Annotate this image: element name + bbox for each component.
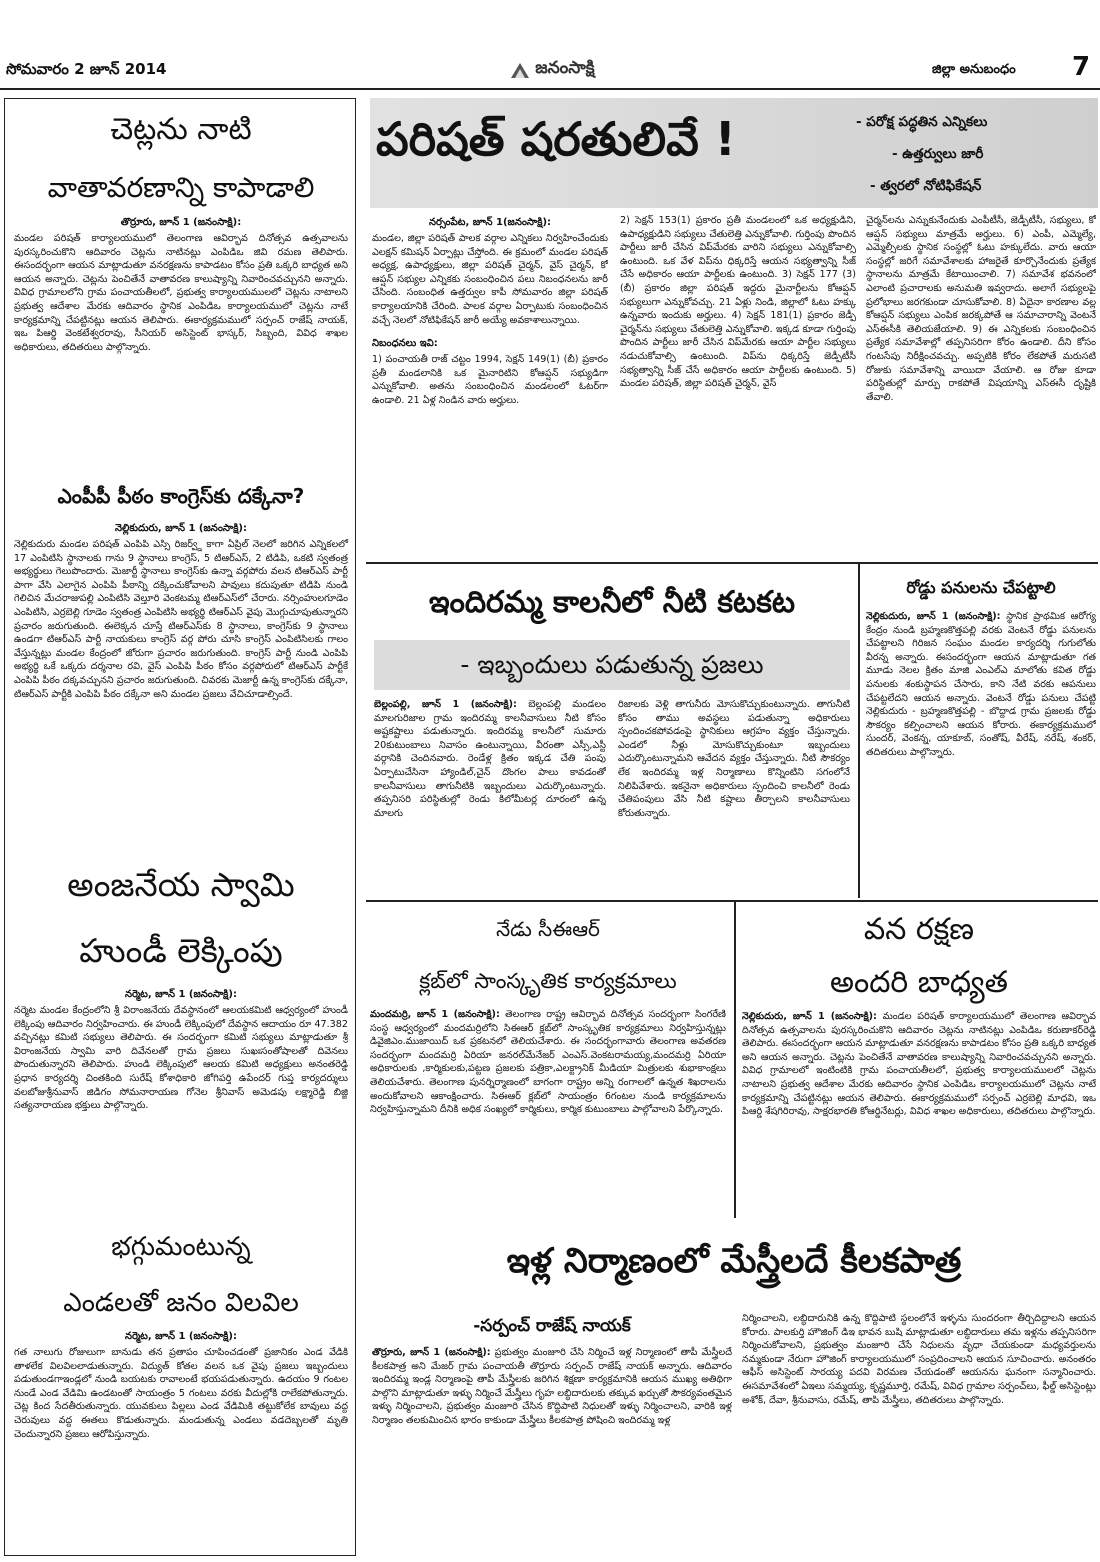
article-trees-body: మండల పరిషత్ కార్యాలయములో తెలంగాణ ఆవిర్భావ దినోత్సవ ఉత్సవాలను పురస్కరించుకొని ఆదివారం చెట్లను నాటినట్లు ఎంపిడిఒ జివి రమణ తెలిపారు. ఈసందర్భంగా ఆయన మాట్లాడుతూ వనరక్షణను కాపాడటం కోసం ప్రతి ఒక్కరి బాధ్యత అని ఆయన అన్నారు. చెట్లను పెంచితేనే వాతావరణ కాలుష్యాన్ని నివారించవచ్చునని అన్నారు. వివిధ గ్రామాలలోని గ్రామ పంచాయతీలలో, ప్రభుత్వ కార్యాలయములలో చెట్లను నాటాలని ప్రభుత్వ ఆదేశాల మేరకు ఆదివారం స్థానిక ఎంపిడిఒ కార్యాలయములో చెట్లను నాటే కార్యక్రమాన్ని చేపట్టినట్లు ఆయన తెలిపారు. ఈకార్యక్రమములో సర్పంచ్ రాజేష్ నాయక్, ఇఒ పిఆర్డి వెంకటేశ్వరరావు, సీనియర్ అసిస్టెంట్ భాస్కర్, సిబ్బంది, వివిధ శాఖల అధికారులు, తదితరులు పాల్గొన్నారు. xyxy=(14,233,348,353)
indiramma-col-1-text: బెల్లంపల్లి మండలం మాలగురిజాల గ్రామ ఇందిరమ్మ కాలనీవాసులు నీటి కోసం అష్టకష్టాలు పడుతున్నారు. ఇందిరమ్మ కాలనీలో సుమారు 20కుటుంబాలు నివాసం ఉంటున్నాయి, వీరంతా ఎస్సీ,ఎస్టీ వర్గానికి చెందినవారు. రెండేళ్ల క్రితం ఇక్కడ చేతి పంపు ఏర్పాటుచేసినా హ్యాండిల్,చైన్ దొంగల పాలు కావడంతో కాలనీవాసులు తాగునీటికి ఇబ్బందులు ఎదుర్కొంటున్నారు. తప్పనిసరి పరిస్థితుల్లో రెండు కిలోమీటర్ల దూరంలో ఉన్న మాలగు xyxy=(374,699,606,819)
article-heat-title-2: ఎండలతో జనం విలవిల xyxy=(63,1288,299,1318)
header-date: సోమవారం 2 జూన్ 2014 xyxy=(6,60,167,78)
parishat-banner xyxy=(370,98,1098,208)
forest-headline-1: వన రక్షణ xyxy=(863,912,975,947)
page-number: 7 xyxy=(1072,52,1091,82)
forest-dateline: నెల్లికుదురు, జూన్ 1 (జనంసాక్షి): xyxy=(742,1011,877,1022)
parishat-bullet: - ఉత్తర్వులు జారీ xyxy=(892,146,984,162)
parishat-bullet: - పరోక్ష పద్ధతిన ఎన్నికలు xyxy=(856,114,988,130)
houses-article xyxy=(370,1222,1098,1558)
indiramma-subhead: - ఇబ్బందులు పడుతున్న ప్రజలు xyxy=(374,640,850,690)
article-heat-body: గత నాలుగు రోజులుగా బానుడు తన ప్రతాపం చూపించడంతో ప్రజానికం ఎండ వేడికి తాళలేక విలవిలలాడుతున్నారు. విద్యుత్ కోతల వలన ఒక వైపు ప్రజలు ఇబ్బందులు పడుతుండగాఇండ్లలో నుండి బయటకు రావాలంటే భయపడుతున్నారు. ఉదయం 9 గంటల నుండే ఎండ వేడిమి ఉండటంతో సాయంత్రం 5 గంటలు వరకు వీదుల్లోకి రాలేకపోతున్నారు. చెట్ల కింద సేదతీరుతున్నారు. యువకులు పిల్లలు ఎండ వేడిమికి తట్టుకోలేక బావులు వద్ద చెరువులు వద్ద ఈతలు కొడుతున్నారు. మండుతున్న ఎండలు వడదెబ్బలతో మృతి చెందున్నారని ప్రజలు ఆరోపిస్తున్నారు. xyxy=(14,1347,348,1440)
indiramma-col-1 xyxy=(374,698,606,894)
houses-col-1-text: ప్రభుత్వం మంజూరి చేసి నిర్మించే ఇళ్ల నిర్మాణంలో తాపీ మేస్త్రీలదే కీలకపాత్ర అని మేజర్ గ్రామ పంచాయతీ తొర్రూరు సర్పంచ్ రాజేష్ నాయక్ అన్నారు. ఆదివారం ఇందిరమ్మ ఇండ్ల నిర్మాణంపై తాపీ మేస్త్రీలకు జరిగిన శిక్షణా కార్యక్రమానికి ఆయన ముఖ్య అతిథిగా పాల్గొని మాట్లాడుతూ ఇళ్ళు నిర్మించే మేస్త్రీలు గృహ లబ్ధిదారులకు తక్కువ ఖర్చుతో సౌకర్యవంతమైన ఇళ్ళు నిర్మించాలని, ప్రభుత్వం మంజూరి చేసిన కొద్దిపాటి నిధులతో ఇళ్ళు నిర్మించాలని, వారికి ఇళ్ల నిర్మాణం తలకుమించిన భారం కాకుండా మేస్త్రీలు కీలకపాత్ర పోషించి ఇందిరమ్మ ఇళ్ల xyxy=(372,1347,732,1427)
article-hundi-title-1: అంజనేయ స్వామి xyxy=(67,865,295,904)
parishat-rules-heading: నిబంధనలు ఇవి: xyxy=(372,338,438,350)
parishat-col-2: 2) సెక్షన్ 153(1) ప్రకారం ప్రతీ మండలంలో ఒక అధ్యక్షుడిని, ఉపాధ్యక్షుడిని సభ్యులు చేతులెత్తి ఎన్నుకోవాలి. గుర్తింపు పొందిన పార్టీలు జారీ చేసిన విప్‌మేరకు వారిని సభ్యులు ఎన్నుకోవాల్సి ఉంటుంది. ఒక వేళ విప్‌ను ధిక్కరిస్తే ఆయన సభ్యత్వాన్ని సీజ్ చేసే అధికారం ఆయా పార్టీలకు ఉంటుంది. 3) సెక్షన్ 177 (3) (బీ) ప్రకారం జిల్లా పరిషత్ ఇద్దరు మైనార్టీలను కోఆప్షన్ సభ్యులుగా ఎన్నుకోవచ్చు. 21 ఏళ్లు నిండి, జిల్లాలో ఓటు హక్కు ఉన్నవారు ఇందుకు అర్హులు. 4) సెక్షన్ 181(1) ప్రకారం జెడ్పీ చైర్మన్‌ను సభ్యులు చేతులెత్తి ఎన్నుకోవాలి. ఇక్కడ కూడా గుర్తింపు పొందిన పార్టీలు జారీ చేసిన విప్‌మేరకు ఆయా పార్టీల సభ్యులు నడుచుకోవాల్సి ఉంటుంది. విప్‌ను ధిక్కరిస్తే జెడ్పీటీసీ సభ్యత్వాన్ని సీజ్ చేసే అధికారం ఆయా పార్టీలకు ఉంటుంది. 5) మండల పరిషత్, జిల్లా పరిషత్ చైర్మన్, వైస్ xyxy=(620,215,856,390)
article-trees-dateline: తొర్రూరు, జూన్ 1 (జనంసాక్షి): xyxy=(120,217,242,228)
logo-text: జనంసాక్షి xyxy=(535,58,595,78)
article-heat-title-1: భగ్గుమంటున్న xyxy=(111,1232,251,1262)
indiramma-dateline: బెల్లంపల్లి, జూన్ 1 (జనంసాక్షి): xyxy=(374,699,517,710)
parishat-headline: పరిషత్ షరతులివే ! xyxy=(376,112,736,166)
article-heat-dateline: నర్మెట, జూన్ 1 (జనంసాక్షి): xyxy=(125,1331,237,1342)
parishat-bullet: - త్వరలో నోటిఫికేషన్ xyxy=(870,178,982,194)
club-headline-2: క్లబ్‌లో సాంస్కృతిక కార్యక్రమాలు xyxy=(419,969,677,993)
article-trees xyxy=(14,104,348,354)
article-mpp-title: ఎంపీపీ పీఠం కాంగ్రెస్‌కు దక్కేనా? xyxy=(57,484,305,508)
forest-body: మండల పరిషత్ కార్యాలయములో తెలంగాణ ఆవిర్భావ దినోత్సవ ఉత్సవాలను పురస్కరించుకొని ఆదివారం చెట్లను నాటినట్లు ఎంపిడిఒ కరుణాకర్‌రెడ్డి తెలిపారు. ఈసందర్భంగా ఆయన మాట్లాడుతూ వనరక్షణను కాపాడటం కోసం ప్రతి ఒక్కరి బాధ్యత అని ఆయన అన్నారు. చెట్లను పెంచితేనే వాతావరణ కాలుష్యాన్ని నివారించవచ్చునని అన్నారు. వివిధ గ్రామాలలో ఇంటింటికి గ్రామ పంచాయతీలలో, ప్రభుత్వ కార్యాలయములలో చెట్లను నాటాలని ప్రభుత్వ ఆదేశాల మేరకు ఆదివారం స్థానిక ఎంపిడిఒ కార్యాలయములో చెట్లను నాటే కార్యక్రమాన్ని చేపట్టినట్లు ఆయన తెలిపారు. ఈకార్యక్రమములో సర్పంచ్ ఎర్రబెల్లి మాధవి, ఇఒ పిఆర్డి శేషగిరిరావు, సాక్షరభారతి కోఆర్డినేటర్లు, వివిధ శాఖల అధికారులు, తదితరులు పాల్గొన్నారు. xyxy=(742,1011,1096,1118)
houses-dateline: తొర్రూరు, జూన్ 1 (జనంసాక్షి): xyxy=(372,1347,491,1358)
rule-under-parishat xyxy=(366,562,1098,564)
header-rule xyxy=(0,88,1100,90)
indiramma-article xyxy=(370,566,854,898)
article-hundi-dateline: నర్మెట, జూన్ 1 (జనంసాక్షి): xyxy=(125,989,237,1000)
article-mpp-dateline: నెల్లికుదురు, జూన్ 1 (జనంసాక్షి): xyxy=(114,523,247,534)
page-header xyxy=(0,0,1100,90)
forest-article xyxy=(742,904,1096,1220)
houses-col-2: నిర్మించాలని, లబ్ధిదారునికి ఉన్న కొద్దిపాటి స్థలంలోనే ఇళ్ళను సుందరంగా తీర్చిదిద్దాలని ఆయన కోరారు. పాలకుర్తి హౌజింగ్ డిఇ భావన బుషి మాట్లాడుతూ లబ్ధిదారులు తమ ఇళ్లను తప్పనిసరిగా నిర్మించుకోవాలని, ప్రభుత్వం మంజూరి చేసే నిధులను వృధా చేయకుండా మధ్యవర్తులను నమ్మకుండా నేరుగా హౌజింగ్ కార్యాలయములో సంప్రదించాలని ఆయన సూచించారు. అనంతరం ఆఫీస్ అసిస్టెంట్ సారయ్య పదవి విరమణ చేయడంతో ఆయనను ఘనంగా సన్మానించారు. ఈసమావేశంలో ఏఇలు సమ్మయ్య, కృష్ణమూర్తి, రమేష్, వివిధ గ్రామాల సర్పంచ్‌లు, ఫీల్డ్ అసిస్టెంట్లు అశోక్, దేవా, శ్రీనువాసు, రమేష్, తాపి మేస్త్రీలు, తదితరులు పాల్గొన్నారు. xyxy=(742,1313,1096,1406)
forest-headline-2: అందరి బాధ్యత xyxy=(830,965,1008,1000)
roads-dateline: నెల్లికుదురు, జూన్ 1 (జనంసాక్షి): xyxy=(866,611,1001,622)
parishat-col-1b-text: 1) పంచాయతీ రాజ్ చట్టం 1994, సెక్షన్ 149(1) (బీ) ప్రకారం ప్రతీ మండలానికి ఒక మైనారిటిని కోఆప్షన్ సభ్యుడిగా ఎన్నుకోవాలి. అతను సంబంధించిన మండలంలో ఓటర్‌గా ఉండాలి. 21 ఏళ్ల నిండిన వారు అర్హులు. xyxy=(372,354,608,407)
article-mpp xyxy=(14,474,348,701)
houses-subhead: -సర్పంచ్ రాజేష్ నాయక్ xyxy=(473,1316,631,1336)
club-headline-1: నేడు సీఈఆర్ xyxy=(496,917,600,941)
parishat-col-3: చైర్మన్‌లను ఎన్నుకునేందుకు ఎంపీటీసీ, జెడ్పీటీసీ, సభ్యులు, కో ఆప్షన్ సభ్యులు మాత్రమే అర్హులు. 6) ఎంపీ, ఎమ్మెల్యే, ఎమ్మెల్సీలకు స్థానిక సంస్థల్లో ఓటు హక్కులేదు. వారు ఆయా సంస్థల్లో జరిగే సమావేశాలకు హాజరైతే కూర్చొనేందుకు ప్రత్యేక స్థానాలను మాత్రమే కేటాయించాలి. 7) సమావేశ భవనంలో ఎలాంటి ప్రచారాలకు అనుమతి ఇవ్వరాదు. అలాగే సభ్యులపై ప్రలోభాలు జరగకుండా చూసుకోవాలి. 8) ఏదైనా కారణాల వల్ల కోఆప్షన్ సభ్యులు ఎంపిక జరక్కపోతే ఆ సమాచారాన్ని వెంటనే ఎస్ఈసీకి తెలియజేయాలి. 9) ఈ ఎన్నికలకు సంబంధించిన ప్రత్యేక సమావేశాల్లో తప్పనిసరిగా కోరం ఉండాలి. దీని కోసం గంటసేపు నిరీక్షించవచ్చు. అప్పటికి కోరం లేకపోతే మరుసటి రోజుకు సమావేశాన్ని వాయిదా వేయాలి. ఆ రోజు కూడా పరిస్థితుల్లో మార్పు రాకపోతే విషయాన్ని ఎస్ఈసీ దృష్టికి తేవాలి. xyxy=(866,215,1096,403)
logo-emblem-icon xyxy=(509,60,531,80)
roads-headline: రోడ్డు పనులను చేపట్టాలి xyxy=(906,578,1056,597)
rule-vertical-forest xyxy=(734,900,736,1218)
houses-headline: ఇళ్ల నిర్మాణంలో మేస్త్రీలదే కీలకపాత్ర xyxy=(506,1241,962,1281)
rule-vertical-roads xyxy=(858,562,860,898)
section-name: జిల్లా అనుబంధం xyxy=(932,62,1016,77)
rule-under-indiramma xyxy=(366,900,1098,902)
article-mpp-body: నెల్లికుదురు మండల పరిషత్ ఎంపిపి ఎస్సి రిజర్వ్డ్ కాగా ఏప్రిల్ నెలలో జరిగిన ఎన్నికలలో 17 ఎంపిటిసి స్థానాలకు గాను 9 స్థానాలు కాంగ్రెస్, 5 టిఆర్ఎస్, 2 టిడిపి, ఒకటి స్వతంత్ర అభ్యర్థులు గెలుపొందారు. మెజార్టీ స్థానాలు కాంగ్రెస్‌కు ఉన్నా వర్గపోరు వలన టిఆర్ఎస్ పార్టీ పాగా వేసి ఎలాగైన ఎంపిపి పీఠాన్ని దక్కించుకోవాలని పావులు కదుపుతూ టిడిపి నుండి గెలిచిన మేచరాజుపల్లి ఎంపిటిసి వెల్తూరి వెంకటమ్మ టిఆర్ఎస్‌లో చేరారు. నర్సింహులగూడెం ఎంపిటిసి, ఎర్రబెల్లి గూడెం స్వతంత్ర ఎంపిటిసి అభ్యర్థి టిఆర్ఎస్ వైపు మొగ్గుచూపుతున్నారని ప్రచారం జరుగుతుంది. ఈలెక్కన చూస్తే టిఆర్ఎస్‌కు 8 స్థానాలు, కాంగ్రెస్‌కు 9 స్థానాలు ఉండగా టిఆర్ఎస్ పార్టీ నాయకులు కాంగ్రెస్ వర్గ పోరు చూసి కాంగ్రెస్ ఎంపిటిసిలకు గాలం వేస్తున్నట్లు మండల కేంద్రంలో జోరుగా ప్రచారం జరుగుతుంది. కాంగ్రెస్ పార్టీ నుండి ఎంపిపి అభ్యర్థి ఒకే ఒక్కరు దర్శనాల రవి, వైస్ ఎంపిపి పీఠం కోసం వర్గపోరులో టిఆర్ఎస్ పార్టీకే ఎంపిపి పీఠం దక్కవచ్చునని ప్రచారం జరుగుతుంది. చివరకు మెజార్టీ ఉన్న కాంగ్రెస్‌కు దక్కేనా, టిఆర్ఎస్ పార్టీకి ఎంపిపి పీఠం దక్కేనా అని మండల ప్రజలు వేచిచూడాల్సిందే. xyxy=(14,539,348,700)
article-hundi xyxy=(14,852,348,1113)
indiramma-col-2: రిజాలకు వెళ్లి తాగునీరు మోసుకొచ్చుకుంటున్నారు. తాగునీటి కోసం తాము అవస్థలు పడుతున్నా అధికారులు స్పందించకపోవడంపై స్థానికులు ఆగ్రహం వ్యక్తం చేస్తున్నారు. ఎండలో నీళ్లు మోసుకొచ్చుకుంటూ ఇబ్బందులు ఎదుర్కొంటున్నామని ఆవేదన వ్యక్తం చేస్తున్నారు. నీటి సౌకర్యం లేక ఇందిరమ్మ ఇళ్ల నిర్మాణాలు కొన్నింటిని సగంలోనే నిలిపివేశారు. ఇకనైనా అధికారులు స్పందించి కాలనీలో రెండు చేతిపంపులు వేసి నీటి కష్టాలు తీర్చాలని కాలనీవాసులు కోరుతున్నారు. xyxy=(618,699,850,819)
parishat-bullets xyxy=(856,106,1092,202)
indiramma-headline: ఇందిరమ్మ కాలనీలో నీటి కటకట xyxy=(428,585,796,620)
article-heat xyxy=(14,1222,348,1441)
article-hundi-title-2: హుండీ లెక్కింపు xyxy=(79,931,283,970)
article-hundi-body: నర్మెట మండల కేంద్రంలోని శ్రీ విరాంజనేయ దేవస్థానంలో ఆలయకమిటి ఆధ్వర్యంలో హుండీ లెక్కింపు ఆదివారం నిర్వహించారు. ఈ హుండీ లెక్కింపులో దేవస్థాన ఆదాయం రూ 47.382 వచ్చినట్లు కమిటి సభ్యులు తెలిపారు. ఈ సందర్భంగా కమిటి సభ్యులు మాట్లాడుతూ శ్రీ విరాంజనేయ స్వామి వారి దివేనలతో గ్రామ ప్రజలు సుఖఃసంతోషాలతో దివెనలు పొందుతున్నారని తెలిపారు. హుండి లెక్కింపులో ఆలయ కమిటి అధ్యక్షులు అనంతరెడ్డి ప్రధాన కార్యదర్శి చింతకింది సురేష్ కోశాధికారి జోగిపర్తి ఉపేందర్ గుప్త కార్యదర్శులు వలబోజుశ్రీనువాస్ జిడిగం సోమనారాయణ గోనెల శ్రీనివాస్ అమెడపు లక్ష్మారెడ్డి బిజ్జి సత్యనారాయణ భక్తులు పాల్గొన్నారు. xyxy=(14,1005,348,1112)
houses-col-1 xyxy=(372,1306,732,1556)
article-trees-title-2: వాతావరణాన్ని కాపాడాలి xyxy=(47,171,315,204)
club-dateline: మందమర్రి, జూన్ 1 (జనంసాక్షి): xyxy=(370,1009,500,1020)
parishat-dateline: నర్సంపేట, జూన్ 1(జనంసాక్షి): xyxy=(428,217,552,228)
roads-article xyxy=(866,566,1096,896)
club-body: తెలంగాణ రాష్ట్ర ఆవిర్భావ దినోత్సవ సందర్భంగా సింగరేణి సంస్థ ఆధ్వర్యంలో మందమర్రిలోని సిఈఆర్ క్లబ్‌లో సాంస్కృతిక కార్యక్రమాలు నిర్వహిస్తున్నట్లు డివైజిఎం.ముజాయిద్ ఒక ప్రకటనలో తెలియచేశారు. ఈ సందర్భంగావారు తెలంగాణ అవతరణ సందర్భంగా మందమర్రి ఏరియా జనరల్‌మేనేజర్ ఎంఎస్.వెంకటరామయ్య,మందమర్రి ఏరియా అధికారులకు ,కార్మికులకు,పట్టణ ప్రజలకు పత్రికా,ఎలక్ట్రానిక్ మీడియా మిత్రులకు శుభాకాంక్షలు తెలియచేశారు. తెలంగాణ పునర్నిర్మాణంలో బాగంగా రాష్ట్రం అన్ని రంగాలలో ఉన్నత శిఖరాలను అందుకోవాలని ఆకాంక్షించారు. సిఈఆర్ క్లబ్‌లో సాయంత్రం 6గంటల నుండి కార్యక్రమాలను నిర్వహిస్తున్నామని దీనికి అధిక సంఖ్యలో కార్మికులు, కార్మిక కుటుంబాలు పాల్గోవాలని పేర్కొన్నారు. xyxy=(370,1009,726,1116)
parishat-col-1 xyxy=(372,214,608,554)
parishat-col-1-text: మండల, జిల్లా పరిషత్ పాలక వర్గాల ఎన్నికలు నిర్వహించేందుకు ఎలక్షన్ కమిషన్ ఏర్పాట్లు చేస్తోంది. ఈ క్రమంలో మండల పరిషత్ అధ్యక్ష, ఉపాధ్యక్షులు, జిల్లా పరిషత్ చైర్మన్, వైస్ చైర్మన్, కో ఆప్షన్ సభ్యుల ఎన్నికకు సంబంధించిన పలు నిబంధనలను జారీ చేసింది. సంబంధిత ఉత్తర్వుల కాపీ సోమవారం జిల్లా పరిషత్ కార్యాలయానికి చేరింది. పాలక వర్గాల ఏర్పాటుకు సంబంధించిన వచ్చే నెలలో నోటిఫికేషన్ జారీ అయ్యే అవకాశాలున్నాయి. xyxy=(372,233,608,326)
masthead-logo xyxy=(490,54,614,86)
club-article xyxy=(370,904,726,1220)
article-trees-title-1: చెట్లను నాటి xyxy=(110,112,252,147)
roads-body: స్థానిక ప్రాథమిక ఆరోగ్య కేంద్రం నుండి బ్రహ్మణకొత్తపల్లి వరకు వెంటనే రోడ్డు పనులను చేపట్టాలని గిరిజన సంఘం మండల కార్యదర్శి గుగులోతు వీరన్న అన్నారు. ఈసందర్భంగా ఆయన మాట్లాడుతూ గత మూడు నెలల క్రితం మాజి ఎంఎల్ఎ మాలోతు కవిత రోడ్డు పనులకు శంకుస్థాపన చేసారు, కాని నేటి వరకు ఆపనులు చేపట్టలేదని ఆయన అన్నారు. వెంటనే రోడ్డు పనులు చేపట్టి నెల్లికుదురు - బ్రహ్మణకొత్తపల్లి - బొద్దాడ గ్రామ ప్రజలకు రోడ్డు సౌకర్యం కల్పించాలని ఆయన కోరారు. ఈకార్యక్రమములో సుందర్, వెంకన్న, యాకూబ్, సంతోష్, వీరేష్, నరేష్, శంకర్, తదితరులు పాల్గొన్నారు. xyxy=(866,611,1096,759)
